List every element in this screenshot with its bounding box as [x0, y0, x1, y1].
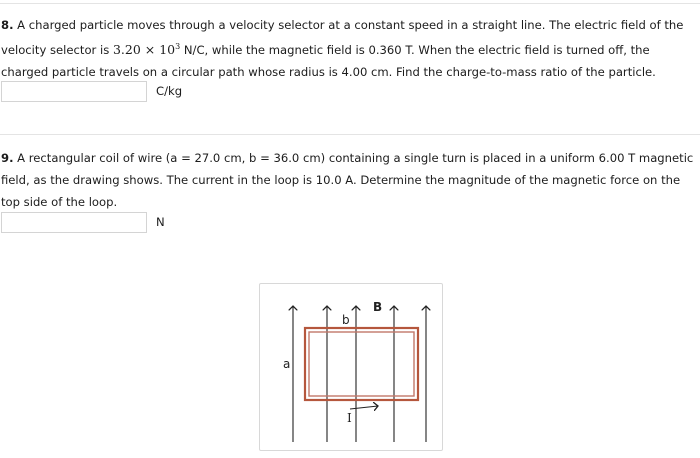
- label-B: B: [373, 300, 383, 314]
- electric-field-exponent: 3: [175, 42, 181, 51]
- coil-inner: [309, 332, 414, 396]
- top-divider: [0, 3, 700, 4]
- label-I: I: [347, 411, 352, 425]
- question-8-text: [1, 14, 697, 83]
- question-9-number: 9.: [1, 151, 14, 165]
- coil-diagram: [260, 284, 442, 450]
- question-9-unit: N: [156, 215, 165, 229]
- question-8-number: 8.: [1, 18, 14, 32]
- question-divider: [0, 134, 700, 135]
- question-9-text-body: A rectangular coil of wire (a = 27.0 cm, b = 36.0 cm) containing a single turn is placed in a uniform 6.00 T magnetic field, as the drawing shows. The current in the loop is 10.0 A. Determine the magnitude of the magnetic force on the top side of the loop.: [1, 151, 694, 209]
- question-8-text-part1: A charged particle moves through a velocity selector at a constant speed in a straight line. The electric field of the velocity selector is: [1, 18, 684, 57]
- coil-outer: [305, 328, 418, 400]
- question-9-answer-row: [1, 210, 165, 234]
- electric-field-value: 3.20 × 10: [112, 41, 176, 57]
- question-9-answer-input[interactable]: [1, 212, 147, 233]
- question-8-answer-row: [1, 79, 182, 103]
- question-9-text: [1, 147, 697, 213]
- question-8-text-part2: N/C, while the magnetic field is 0.360 T. When the electric field is turned off, the charged particle travels on a circular path whose radius is 4.00 cm. Find the charge-to-mass ratio of the particle.: [1, 42, 656, 79]
- label-a: a: [283, 357, 291, 371]
- current-arrow: [350, 406, 378, 409]
- label-b: b: [342, 313, 350, 327]
- magnetic-field-figure: [259, 283, 443, 451]
- question-8-answer-input[interactable]: [1, 81, 147, 102]
- question-8-unit: C/kg: [156, 84, 183, 98]
